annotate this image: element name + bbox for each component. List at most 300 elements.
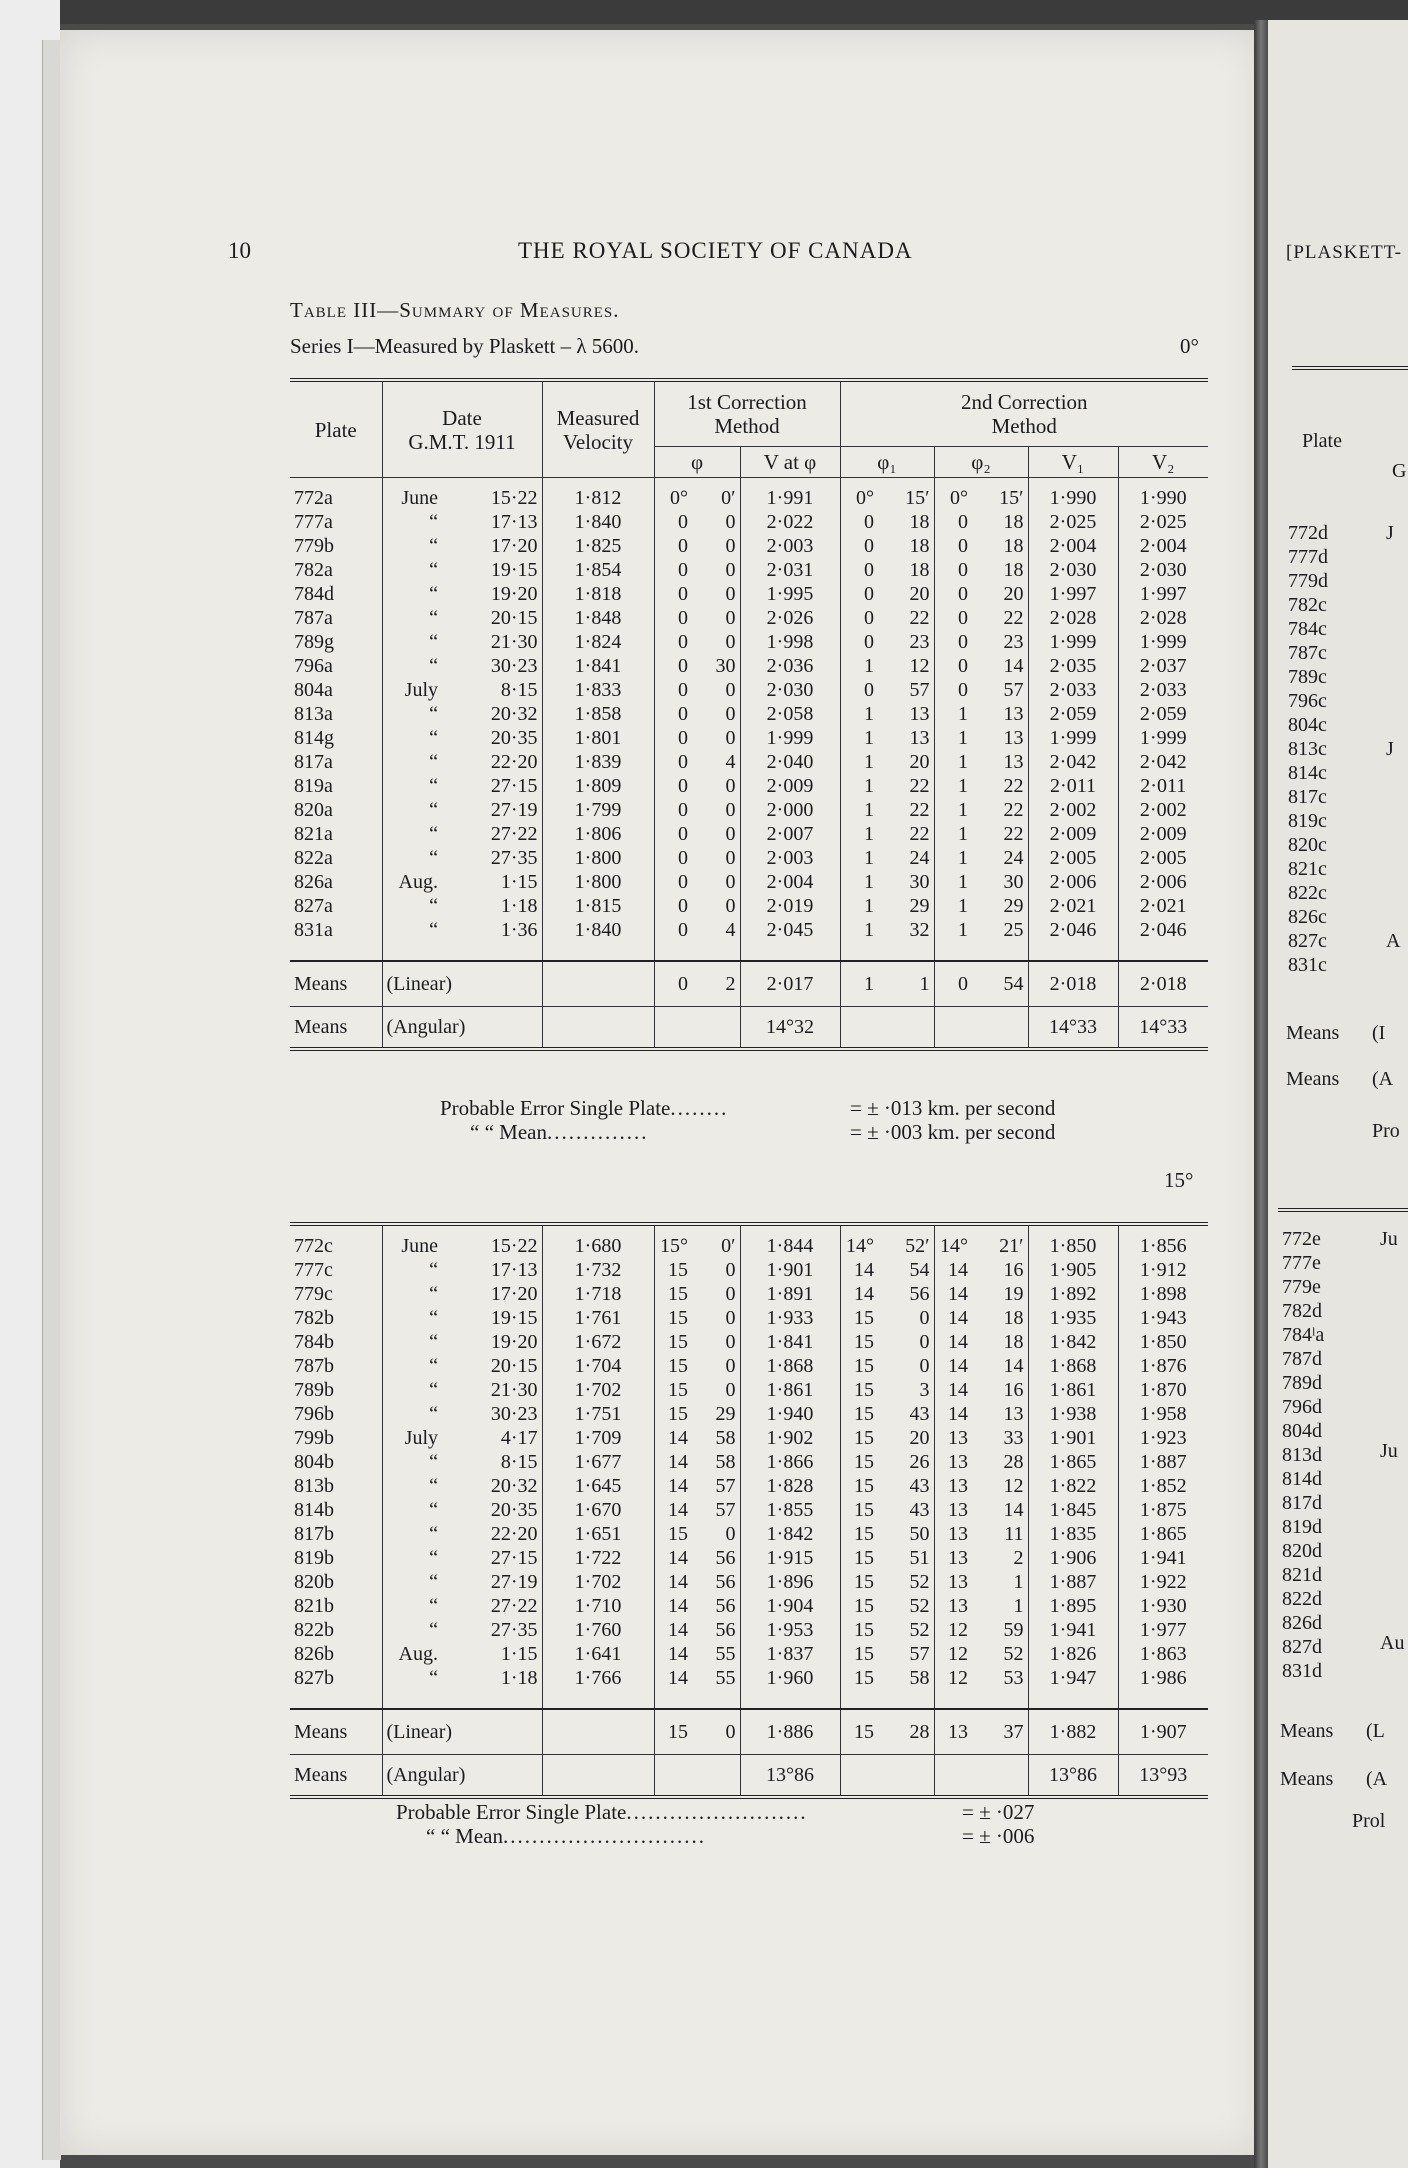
cell-v-at-phi: 1·896 [740,1570,840,1594]
cell-day: 1·15 [500,871,538,893]
table-row [290,534,1208,558]
cell-v2: 2·028 [1118,606,1208,630]
cell-month: “ [382,1450,442,1474]
right-plate-id: 827c [1288,930,1327,952]
cell-phi1-min: 20 [909,1427,930,1449]
cell-v-at-phi: 2·036 [740,654,840,678]
cell-phi2-min: 18 [1003,559,1024,581]
cell-phi2-min: 2 [1013,1547,1024,1569]
cell-v2: 1·986 [1118,1666,1208,1709]
means-phi-deg: 15 [654,1709,692,1755]
cell-phi2-deg: 0 [934,678,972,702]
cell-v-at-phi: 2·007 [740,822,840,846]
cell-v1: 1·895 [1028,1594,1118,1618]
table-row [290,1450,1208,1474]
cell-phi-min: 0 [725,895,736,917]
cell-phi1-deg: 15 [840,1498,878,1522]
cell-measured-velocity: 1·641 [542,1642,654,1666]
cell-measured-velocity: 1·841 [542,654,654,678]
cell-phi-min: 0 [725,511,736,533]
cell-v2: 1·863 [1118,1642,1208,1666]
means-phi1-min: 28 [909,1721,930,1743]
cell-v-at-phi: 1·953 [740,1618,840,1642]
cell-phi-deg: 14 [654,1474,692,1498]
column-header-measured: Measured Velocity [542,380,654,478]
right-plate-id: 787d [1282,1348,1322,1370]
cell-v-at-phi: 1·915 [740,1546,840,1570]
table-row [290,918,1208,961]
cell-measured-velocity: 1·760 [542,1618,654,1642]
column-header-v2: V₂ [1118,447,1208,478]
cell-phi2-min: 18 [1003,1331,1024,1353]
table-row [290,510,1208,534]
cell-phi1-min: 20 [909,751,930,773]
cell-phi-deg: 0 [654,606,692,630]
cell-phi1-min: 29 [909,895,930,917]
cell-plate: 826b [294,1643,334,1665]
cell-measured-velocity: 1·732 [542,1258,654,1282]
cell-phi-deg: 0° [654,478,692,511]
means-linear-label: (Linear) [382,1709,542,1755]
right-plate-id: 772e [1282,1228,1321,1250]
cell-phi1-deg: 1 [840,894,878,918]
cell-day: 1·36 [500,919,538,941]
cell-phi-min: 0 [725,583,736,605]
means-v-at-phi: 1·886 [740,1709,840,1755]
cell-month: “ [382,630,442,654]
cell-v-at-phi: 1·841 [740,1330,840,1354]
right-plate-id: 772d [1288,522,1328,544]
cell-plate: 804a [294,679,333,701]
page-number: 10 [228,238,251,263]
cell-phi2-min: 22 [1003,607,1024,629]
right-angular-fragment-2: (A [1366,1768,1388,1790]
cell-v2: 1·912 [1118,1258,1208,1282]
cell-month: “ [382,822,442,846]
cell-phi2-min: 59 [1003,1619,1024,1641]
cell-phi-deg: 0 [654,654,692,678]
table-row [290,1426,1208,1450]
cell-phi1-min: 0 [919,1331,930,1353]
cell-month: “ [382,846,442,870]
cell-measured-velocity: 1·672 [542,1330,654,1354]
right-plate-id: 822c [1288,882,1327,904]
means-linear-label: (Linear) [382,961,542,1007]
cell-phi1-deg: 1 [840,702,878,726]
cell-v1: 2·030 [1028,558,1118,582]
cell-month: “ [382,750,442,774]
cell-phi2-deg: 14 [934,1378,972,1402]
right-month-fragment: Ju [1380,1440,1398,1462]
right-plate-id: 826d [1282,1612,1322,1634]
cell-measured-velocity: 1·799 [542,798,654,822]
cell-phi1-min: 43 [909,1499,930,1521]
section1-means [290,961,1208,1049]
cell-v1: 1·999 [1028,726,1118,750]
means-phi1-min: 1 [919,973,930,995]
cell-v2: 1·999 [1118,630,1208,654]
cell-v1: 2·025 [1028,510,1118,534]
cell-v2: 1·990 [1118,478,1208,511]
table-row [290,1224,1208,1258]
cell-day: 19·15 [490,1307,538,1329]
cell-phi-min: 0 [725,1331,736,1353]
means-measured [542,1709,654,1755]
right-plate-id: 820d [1282,1540,1322,1562]
cell-phi1-deg: 1 [840,774,878,798]
means-label: Means [294,973,348,995]
cell-plate: 821a [294,823,333,845]
cell-plate: 822a [294,847,333,869]
cell-phi1-deg: 0 [840,606,878,630]
cell-phi-deg: 0 [654,630,692,654]
cell-phi1-min: 43 [909,1475,930,1497]
right-plate-id: 813c [1288,738,1327,760]
section1-angle: 0° [1180,334,1199,358]
right-date-header-fragment: G [1392,460,1407,482]
cell-v-at-phi: 2·019 [740,894,840,918]
right-plate-id: 822d [1282,1588,1322,1610]
cell-month: June [382,478,442,511]
cell-phi-min: 0 [725,535,736,557]
right-plate-id: 817c [1288,786,1327,808]
cell-phi2-deg: 13 [934,1450,972,1474]
cell-month: “ [382,1474,442,1498]
cell-measured-velocity: 1·815 [542,894,654,918]
cell-plate: 827a [294,895,333,917]
cell-v1: 1·941 [1028,1618,1118,1642]
cell-plate: 796b [294,1403,334,1425]
right-means-angular-2: Means [1280,1768,1334,1790]
cell-measured-velocity: 1·825 [542,534,654,558]
cell-month: “ [382,1570,442,1594]
cell-phi-deg: 0 [654,702,692,726]
cell-phi-deg: 15 [654,1330,692,1354]
cell-day: 27·35 [490,1619,538,1641]
cell-v1: 2·002 [1028,798,1118,822]
series-label: Series I—Measured by Plaskett – λ 5600. [290,334,640,358]
cell-month: “ [382,1354,442,1378]
cell-phi1-deg: 1 [840,918,878,961]
cell-month: “ [382,510,442,534]
cell-phi2-deg: 1 [934,822,972,846]
cell-month: “ [382,1402,442,1426]
cell-v-at-phi: 2·045 [740,918,840,961]
cell-phi2-deg: 13 [934,1522,972,1546]
cell-plate: 817a [294,751,333,773]
cell-month: “ [382,534,442,558]
right-plate-id: 814c [1288,762,1327,784]
cell-phi1-min: 30 [909,871,930,893]
cell-v-at-phi: 1·828 [740,1474,840,1498]
right-plate-id: 779e [1282,1276,1321,1298]
right-month-fragment: A [1386,930,1401,952]
table-row [290,1354,1208,1378]
cell-month: “ [382,1618,442,1642]
cell-phi2-deg: 1 [934,918,972,961]
cell-v2: 1·977 [1118,1618,1208,1642]
cell-measured-velocity: 1·710 [542,1594,654,1618]
cell-phi1-min: 57 [909,679,930,701]
table-row [290,1498,1208,1522]
cell-v2: 1·922 [1118,1570,1208,1594]
table-row [290,822,1208,846]
cell-v1: 1·938 [1028,1402,1118,1426]
book-edge-left [0,0,60,2168]
cell-phi1-deg: 15 [840,1642,878,1666]
cell-phi2-deg: 1 [934,870,972,894]
cell-phi2-deg: 0 [934,534,972,558]
cell-phi2-min: 16 [1003,1259,1024,1281]
cell-day: 27·15 [490,775,538,797]
table-row [290,606,1208,630]
cell-phi2-deg: 13 [934,1498,972,1522]
cell-phi-min: 4 [725,919,736,941]
cell-day: 17·20 [490,535,538,557]
table-row [290,1522,1208,1546]
cell-phi-min: 0 [725,679,736,701]
cell-plate: 820b [294,1571,334,1593]
cell-phi-min: 0 [725,871,736,893]
cell-v2: 1·999 [1118,726,1208,750]
cell-plate: 784d [294,583,334,605]
cell-phi-deg: 14 [654,1618,692,1642]
cell-v-at-phi: 1·868 [740,1354,840,1378]
cell-measured-velocity: 1·812 [542,478,654,511]
cell-v2: 1·850 [1118,1330,1208,1354]
means-linear-row [290,1709,1208,1755]
cell-v2: 2·011 [1118,774,1208,798]
probable-error-single-1: Probable Error Single Plate........ = ± ·013 km. per second [440,1096,1056,1120]
table-title: Table III—Summary of Measures. [290,298,620,322]
book-spine [1254,20,1268,2168]
cell-v1: 1·901 [1028,1426,1118,1450]
column-header-phi1: φ₁ [840,447,934,478]
cell-v2: 1·856 [1118,1224,1208,1258]
cell-phi-min: 0 [725,607,736,629]
means-angular-v1: 14°33 [1028,1007,1118,1050]
cell-day: 1·15 [500,1643,538,1665]
cell-v-at-phi: 1·995 [740,582,840,606]
cell-phi1-min: 18 [909,511,930,533]
means-label: Means [294,1721,348,1743]
cell-phi1-min: 43 [909,1403,930,1425]
table-row [290,726,1208,750]
cell-phi1-deg: 15 [840,1618,878,1642]
section2-means [290,1709,1208,1797]
cell-phi-deg: 14 [654,1498,692,1522]
cell-v-at-phi: 1·904 [740,1594,840,1618]
right-plate-id: 817d [1282,1492,1322,1514]
cell-plate: 820a [294,799,333,821]
cell-v2: 2·004 [1118,534,1208,558]
cell-plate: 779c [294,1283,333,1305]
cell-measured-velocity: 1·702 [542,1570,654,1594]
cell-phi1-deg: 15 [840,1330,878,1354]
cell-plate: 813b [294,1475,334,1497]
cell-month: “ [382,1330,442,1354]
right-plate-id: 789c [1288,666,1327,688]
cell-phi1-min: 13 [909,703,930,725]
means-label: Means [294,1016,348,1038]
means-phi2-deg: 0 [934,961,972,1007]
cell-phi1-min: 12 [909,655,930,677]
cell-phi-min: 56 [715,1547,736,1569]
cell-phi2-min: 57 [1003,679,1024,701]
cell-phi-deg: 0 [654,774,692,798]
cell-day: 15·22 [490,487,538,509]
cell-phi2-min: 24 [1003,847,1024,869]
cell-phi1-min: 54 [909,1259,930,1281]
cell-measured-velocity: 1·800 [542,870,654,894]
cell-v-at-phi: 2·030 [740,678,840,702]
cell-day: 27·19 [490,1571,538,1593]
cell-phi1-deg: 15 [840,1474,878,1498]
table-row [290,1306,1208,1330]
cell-v1: 1·822 [1028,1474,1118,1498]
table-row [290,1330,1208,1354]
cell-plate: 821b [294,1595,334,1617]
cell-phi1-deg: 0 [840,678,878,702]
cell-phi1-deg: 1 [840,798,878,822]
cell-phi2-deg: 13 [934,1426,972,1450]
cell-v1: 2·059 [1028,702,1118,726]
right-plate-id: 777d [1288,546,1328,568]
table-row [290,654,1208,678]
summary-table-section2 [290,1222,1208,1799]
cell-phi-deg: 15 [654,1258,692,1282]
right-plate-id: 784c [1288,618,1327,640]
cell-phi-min: 0′ [721,1235,736,1257]
cell-phi-deg: 0 [654,894,692,918]
cell-phi1-deg: 15 [840,1666,878,1709]
cell-v2: 1·870 [1118,1378,1208,1402]
cell-phi2-deg: 1 [934,750,972,774]
means-v2: 1·907 [1118,1709,1208,1755]
cell-phi1-min: 18 [909,559,930,581]
cell-phi-deg: 14 [654,1570,692,1594]
cell-phi1-deg: 1 [840,654,878,678]
cell-v1: 1·906 [1028,1546,1118,1570]
cell-day: 20·35 [490,727,538,749]
cell-phi2-deg: 0° [934,478,972,511]
cell-phi-min: 57 [715,1475,736,1497]
cell-phi2-deg: 13 [934,1594,972,1618]
cell-phi2-deg: 0 [934,582,972,606]
cell-plate: 813a [294,703,333,725]
cell-phi1-min: 56 [909,1283,930,1305]
right-angular-fragment: (A [1372,1068,1394,1090]
cell-day: 30·23 [490,1403,538,1425]
cell-phi2-min: 25 [1003,919,1024,941]
cell-phi1-min: 52 [909,1619,930,1641]
table-row [290,582,1208,606]
cell-phi1-min: 22 [909,775,930,797]
cell-v-at-phi: 2·004 [740,870,840,894]
table-row [290,1546,1208,1570]
cell-v-at-phi: 2·058 [740,702,840,726]
table-row [290,1666,1208,1709]
cell-plate: 804b [294,1451,334,1473]
cell-month: Aug. [382,870,442,894]
cell-v2: 1·852 [1118,1474,1208,1498]
cell-v-at-phi: 1·960 [740,1666,840,1709]
cell-phi1-min: 22 [909,607,930,629]
right-plate-id: 814d [1282,1468,1322,1490]
cell-month: “ [382,654,442,678]
cell-phi-min: 55 [715,1667,736,1689]
cell-measured-velocity: 1·718 [542,1282,654,1306]
cell-measured-velocity: 1·709 [542,1426,654,1450]
cell-phi2-deg: 12 [934,1666,972,1709]
right-month-fragment: J [1386,522,1394,544]
cell-phi2-min: 30 [1003,871,1024,893]
means-v2: 2·018 [1118,961,1208,1007]
cell-phi2-min: 12 [1003,1475,1024,1497]
cell-day: 27·15 [490,1547,538,1569]
cell-plate: 814b [294,1499,334,1521]
right-plate-id: 813d [1282,1444,1322,1466]
cell-phi-min: 0 [725,703,736,725]
cell-v2: 1·958 [1118,1402,1208,1426]
cell-phi-deg: 15 [654,1306,692,1330]
cell-measured-velocity: 1·840 [542,918,654,961]
column-header-phi2: φ₂ [934,447,1028,478]
cell-measured-velocity: 1·840 [542,510,654,534]
right-plate-id: 827d [1282,1636,1322,1658]
cell-v1: 2·042 [1028,750,1118,774]
cell-month: “ [382,918,442,961]
cell-v-at-phi: 1·940 [740,1402,840,1426]
column-header-date: Date G.M.T. 1911 [382,380,542,478]
cell-v-at-phi: 2·031 [740,558,840,582]
cell-v1: 2·005 [1028,846,1118,870]
cell-v2: 2·033 [1118,678,1208,702]
cell-v1: 1·845 [1028,1498,1118,1522]
cell-phi-min: 58 [715,1451,736,1473]
cell-v-at-phi: 2·003 [740,846,840,870]
right-plate-id: 821c [1288,858,1327,880]
cell-phi2-deg: 0 [934,654,972,678]
cell-phi2-min: 22 [1003,775,1024,797]
means-v-at-phi: 2·017 [740,961,840,1007]
cell-v1: 1·887 [1028,1570,1118,1594]
means-phi-deg: 0 [654,961,692,1007]
cell-phi1-min: 18 [909,535,930,557]
column-header-phi: φ [654,447,740,478]
section1-rows [290,478,1208,962]
right-plate-header: Plate [1302,430,1342,452]
cell-phi1-deg: 0° [840,478,878,511]
cell-phi-deg: 15 [654,1354,692,1378]
cell-plate: 827b [294,1667,334,1689]
cell-phi-min: 58 [715,1427,736,1449]
cell-phi-deg: 0 [654,798,692,822]
cell-measured-velocity: 1·761 [542,1306,654,1330]
cell-day: 22·20 [490,751,538,773]
means-measured [542,961,654,1007]
right-plate-id: 831c [1288,954,1327,976]
cell-v-at-phi: 2·003 [740,534,840,558]
right-means-linear: Means [1286,1022,1340,1044]
cell-phi2-deg: 12 [934,1642,972,1666]
cell-phi2-deg: 14 [934,1306,972,1330]
cell-measured-velocity: 1·722 [542,1546,654,1570]
table-row [290,1402,1208,1426]
cell-phi1-min: 24 [909,847,930,869]
cell-day: 15·22 [490,1235,538,1257]
means-phi1-deg: 1 [840,961,878,1007]
